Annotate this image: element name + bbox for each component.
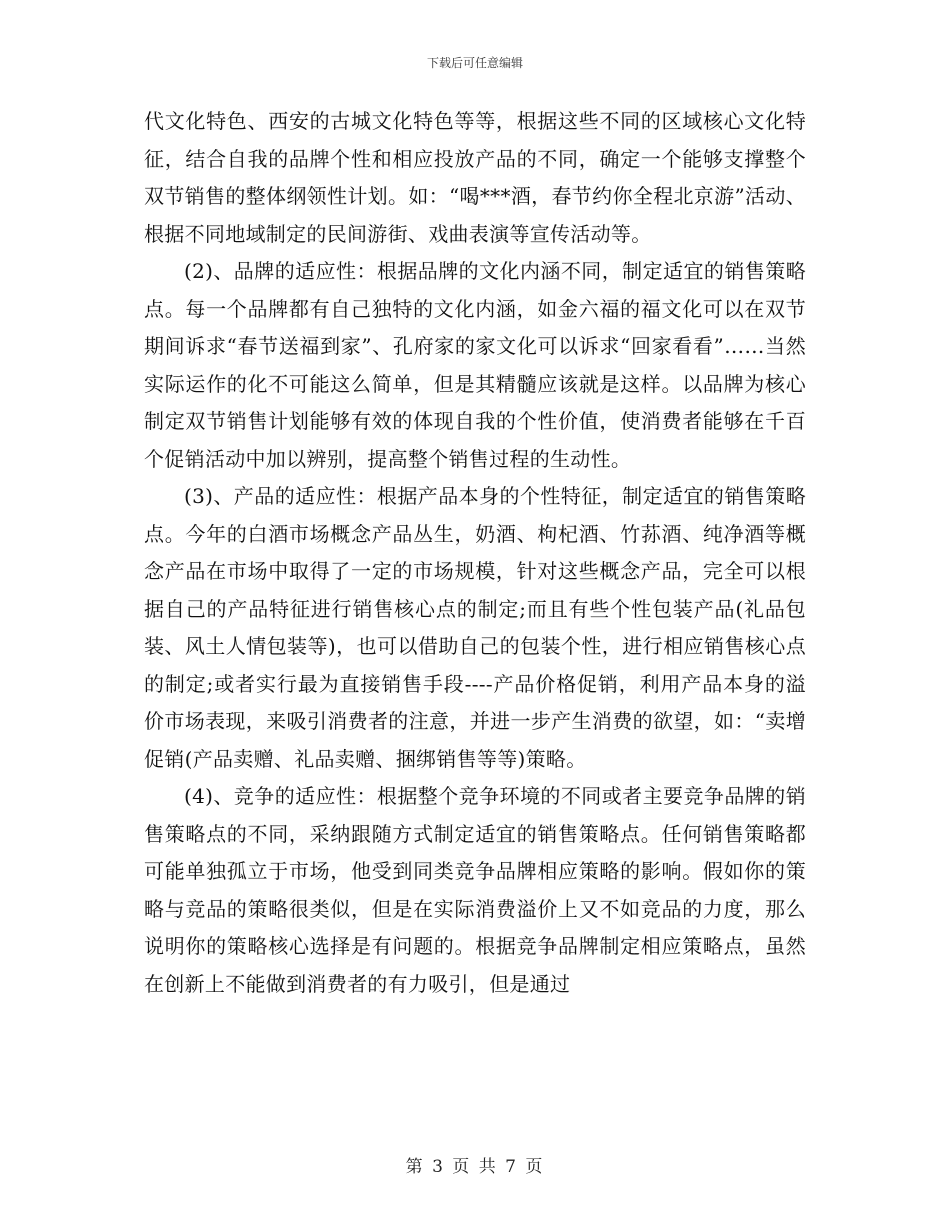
paragraph-continuation: 代文化特色、西安的古城文化特色等等，根据这些不同的区域核心文化特征，结合自我的品牌个性和相应投放产品的不同，确定一个能够支撑整个双节销售的整体纲领性计划。如：“喝***酒，春节约你全程北京游”活动、根据不同地域制定的民间游街、戏曲表演等宣传活动等。 <box>144 109 806 246</box>
page-number-footer: 第 3 页 共 7 页 <box>405 1157 545 1177</box>
paragraph-product-adaptability: (3)、产品的适应性：根据产品本身的个性特征，制定适宜的销售策略点。今年的白酒市场概念产品丛生，奶酒、枸杞酒、竹荪酒、纯净酒等概念产品在市场中取得了一定的市场规模，针对这些概念产品，完全可以根据自己的产品特征进行销售核心点的制定;而且有些个性包装产品(礼品包装、风土人情包装等)，也可以借助自己的包装个性，进行相应销售核心点的制定;或者实行最为直接销售手段----产品价格促销，利用产品本身的溢价市场表现，来吸引消费者的注意，并进一步产生消费的欲望，如：“卖增促销(产品卖赠、礼品卖赠、捆绑销售等等)策略。 <box>144 484 806 771</box>
document-body <box>144 103 806 1003</box>
paragraph-brand-adaptability: (2)、品牌的适应性：根据品牌的文化内涵不同，制定适宜的销售策略点。每一个品牌都有自己独特的文化内涵，如金六福的福文化可以在双节期间诉求“春节送福到家”、孔府家的家文化可以诉求“回家看看”……当然实际运作的化不可能这么简单，但是其精髓应该就是这样。以品牌为核心制定双节销售计划能够有效的体现自我的个性价值，使消费者能够在千百个促销活动中加以辨别，提高整个销售过程的生动性。 <box>144 259 806 471</box>
paragraph-competition-adaptability: (4)、竞争的适应性：根据整个竞争环境的不同或者主要竞争品牌的销售策略点的不同，采纳跟随方式制定适宜的销售策略点。任何销售策略都可能单独孤立于市场，他受到同类竞争品牌相应策略的影响。假如你的策略与竞品的策略很类似，但是在实际消费溢价上又不如竞品的力度，那么说明你的策略核心选择是有问题的。根据竞争品牌制定相应策略点，虽然在创新上不能做到消费者的有力吸引，但是通过 <box>144 784 806 996</box>
page-header: 下载后可任意编辑 <box>426 56 523 70</box>
